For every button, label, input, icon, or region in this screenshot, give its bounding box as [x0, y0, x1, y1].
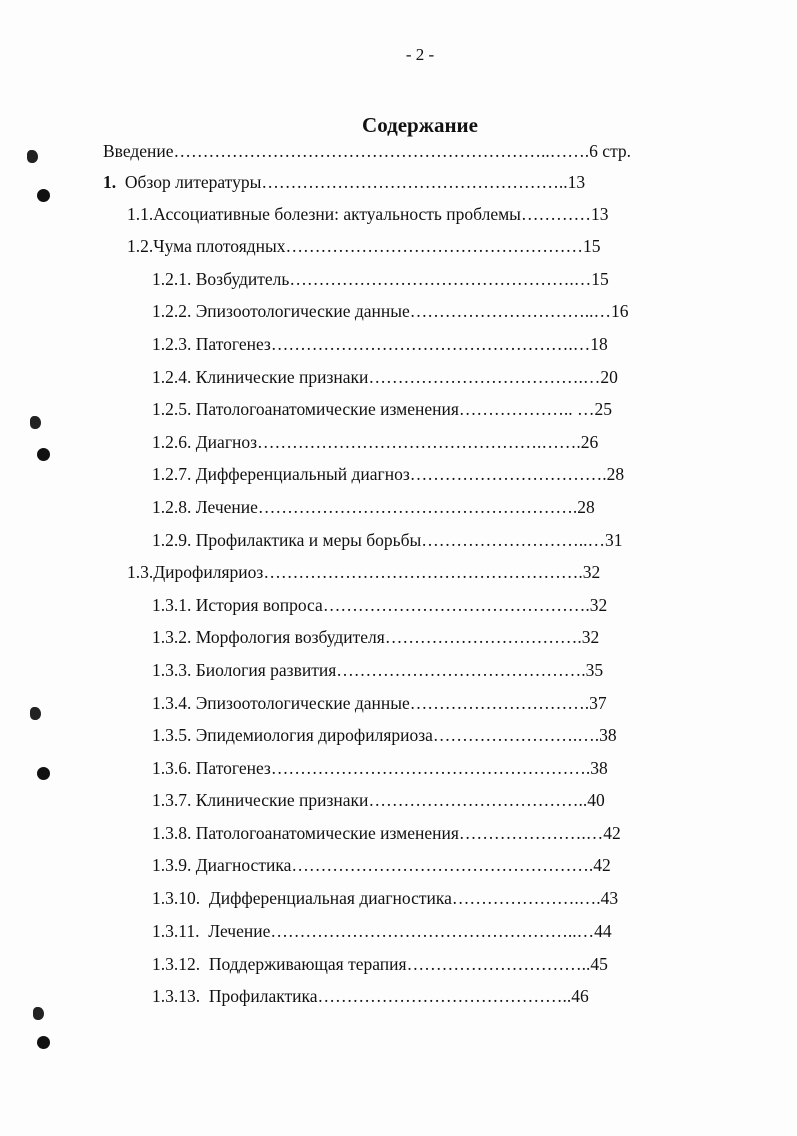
punch-mark: [27, 150, 38, 163]
toc-entry: [152, 887, 670, 909]
toc-entry-page: 43: [600, 888, 619, 908]
toc-entry-leader: ………………………………………….…: [289, 269, 592, 289]
toc-entry-label: 1.3.5. Эпидемиология дирофиляриоза: [152, 725, 433, 745]
toc-entry: [152, 757, 667, 779]
toc-entry-label: 1.2.8. Лечение: [152, 497, 258, 517]
toc-entry-label: 1.2.2. Эпизоотологические данные: [152, 301, 410, 321]
toc-entry-leader: ……………………………………………..: [261, 172, 568, 192]
toc-entry-number: 1.: [103, 172, 117, 192]
toc-entry-page: 26: [580, 432, 599, 452]
toc-entry-leader: ……………………………………………….: [263, 562, 583, 582]
punch-mark: [30, 416, 41, 429]
toc-entry-leader: ………………………………………….…….: [257, 432, 581, 452]
toc-entry-label: 1.3.8. Патологоанатомические изменения: [152, 823, 459, 843]
toc-entry-page: 37: [589, 693, 607, 713]
toc-entry: [152, 953, 670, 975]
toc-entry-page: 44: [594, 921, 612, 941]
toc-entry-label: Обзор литературы: [116, 172, 262, 192]
toc-entry: [152, 268, 655, 290]
toc-entry: [152, 594, 665, 616]
toc-entry-leader: …………………………..…: [409, 301, 612, 321]
toc-entry-page: 15: [583, 236, 601, 256]
toc-entry: [127, 203, 651, 225]
toc-entry-leader: ………………….….: [451, 888, 601, 908]
toc-entry-leader: ……………………………….…: [368, 367, 601, 387]
toc-entry-page: 20: [600, 367, 618, 387]
toc-entry-page: 42: [593, 855, 611, 875]
toc-entry-label: 1.2.1. Возбудитель: [152, 269, 290, 289]
toc-entry-leader: ……………………………………………….: [270, 758, 591, 778]
toc-entry-label: 1.2.9. Профилактика и меры борьбы: [152, 530, 422, 550]
toc-entry: [103, 140, 675, 162]
toc-entry-leader: ………………………..…: [421, 530, 606, 550]
toc-entry-label: 1.3.4. Эпизоотологические данные: [152, 693, 410, 713]
toc-entry-leader: ……………………………………………: [285, 236, 584, 256]
punch-hole: [37, 1036, 50, 1049]
toc-entry-label: 1.3.9. Диагностика: [152, 855, 292, 875]
toc-entry-page: 13: [567, 172, 586, 192]
punch-hole: [37, 189, 50, 202]
toc-entry: [152, 659, 661, 681]
toc-entry-page: 13: [590, 204, 609, 224]
toc-entry-page: 18: [590, 334, 608, 354]
toc-entry-label: 1.2.Чума плотоядных: [127, 236, 286, 256]
toc-entry-leader: …………………………..: [406, 954, 591, 974]
toc-entry-label: 1.2.7. Дифференциальный диагноз: [152, 464, 410, 484]
toc-entry: [152, 724, 666, 746]
toc-entry-page: 40: [587, 790, 605, 810]
toc-entry-page: 42: [603, 823, 621, 843]
toc-entry-label: 1.3.13. Профилактика: [152, 986, 318, 1006]
toc-entry-page: 15: [591, 269, 609, 289]
punch-mark: [30, 707, 41, 720]
toc-title: Содержание: [362, 113, 478, 137]
punch-hole: [37, 448, 50, 461]
page-number: - 2 -: [405, 45, 435, 64]
toc-entry-page: 25: [594, 399, 613, 419]
toc-entry-page: 38: [590, 758, 608, 778]
toc-entry-leader: ……………………………………………..…: [270, 921, 595, 941]
toc-entry: [152, 496, 662, 518]
toc-entry: [152, 985, 669, 1007]
toc-entry-label: 1.3.2. Морфология возбудителя: [152, 627, 385, 647]
toc-entry-page: 6 стр.: [589, 141, 632, 161]
toc-entry: [152, 366, 657, 388]
toc-entry-leader: ………………………….: [409, 693, 590, 713]
toc-entry: [152, 854, 669, 876]
toc-entry-leader: ……………………………………..: [317, 986, 572, 1006]
toc-entry: [152, 822, 669, 844]
punch-mark: [33, 1007, 44, 1020]
toc-entry-page: 32: [589, 595, 608, 615]
toc-entry-leader: …………………………….: [409, 464, 607, 484]
toc-entry-leader: …………………………………….: [336, 660, 586, 680]
toc-entry-label: 1.3.6. Патогенез: [152, 758, 271, 778]
toc-entry-page: 35: [585, 660, 604, 680]
toc-entry-leader: ………………………………………………………..…….: [173, 141, 590, 161]
toc-entry-label: 1.2.3. Патогенез: [152, 334, 271, 354]
toc-entry-label: 1.2.6. Диагноз: [152, 432, 258, 452]
toc-entry-label: 1.3.1. История вопроса: [152, 595, 323, 615]
toc-entry: [152, 300, 655, 322]
toc-entry-label: Введение: [103, 141, 174, 161]
toc-entry-page: 31: [605, 530, 623, 550]
toc-entry: [127, 561, 665, 583]
toc-entry: [127, 235, 651, 257]
toc-entry: [152, 529, 665, 551]
punch-hole: [37, 767, 50, 780]
toc-entry: [152, 920, 670, 942]
toc-entry: [103, 171, 644, 193]
toc-entry-page: 28: [577, 497, 595, 517]
toc-entry-leader: …………………………………………….…: [270, 334, 591, 354]
toc-entry-label: 1.2.5. Патологоанатомические изменения: [152, 399, 459, 419]
toc-entry: [152, 789, 667, 811]
toc-entry: [152, 398, 658, 420]
toc-entry-label: 1.3.3. Биология развития: [152, 660, 337, 680]
toc-entry-label: 1.3.Дирофиляриоз: [127, 562, 264, 582]
toc-entry-label: 1.3.11. Лечение: [152, 921, 271, 941]
toc-entry-leader: …………: [520, 204, 591, 224]
toc-entry-page: 32: [582, 562, 601, 582]
toc-entry: [152, 431, 655, 453]
toc-entry-page: 45: [590, 954, 608, 974]
toc-entry-label: 1.3.12. Поддерживающая терапия: [152, 954, 407, 974]
toc-entry-leader: ……………………………………….: [322, 595, 590, 615]
toc-entry: [152, 692, 666, 714]
toc-entry-leader: ……………………………………………….: [257, 497, 578, 517]
toc-entry: [152, 333, 657, 355]
toc-entry-leader: …………………….….: [432, 725, 600, 745]
toc-entry-page: 32: [581, 627, 600, 647]
toc-entry-page: 46: [571, 986, 589, 1006]
toc-entry: [152, 463, 659, 485]
toc-entry-leader: ………………….…: [458, 823, 604, 843]
toc-entry-leader: …………………………………………….: [291, 855, 594, 875]
toc-entry-leader: ………………………………..: [368, 790, 588, 810]
toc-entry-label: 1.3.7. Клинические признаки: [152, 790, 369, 810]
toc-entry-leader: …………………………….: [384, 627, 582, 647]
toc-entry-page: 38: [599, 725, 617, 745]
toc-entry: [152, 626, 664, 648]
toc-entry-page: 16: [611, 301, 629, 321]
toc-entry-label: 1.2.4. Клинические признаки: [152, 367, 369, 387]
toc-entry-page: 28: [606, 464, 625, 484]
toc-entry-leader: ……………….. …: [458, 399, 595, 419]
toc-entry-label: 1.3.10. Дифференциальная диагностика: [152, 888, 452, 908]
toc-entry-label: 1.1.Ассоциативные болезни: актуальность проблемы: [127, 204, 521, 224]
